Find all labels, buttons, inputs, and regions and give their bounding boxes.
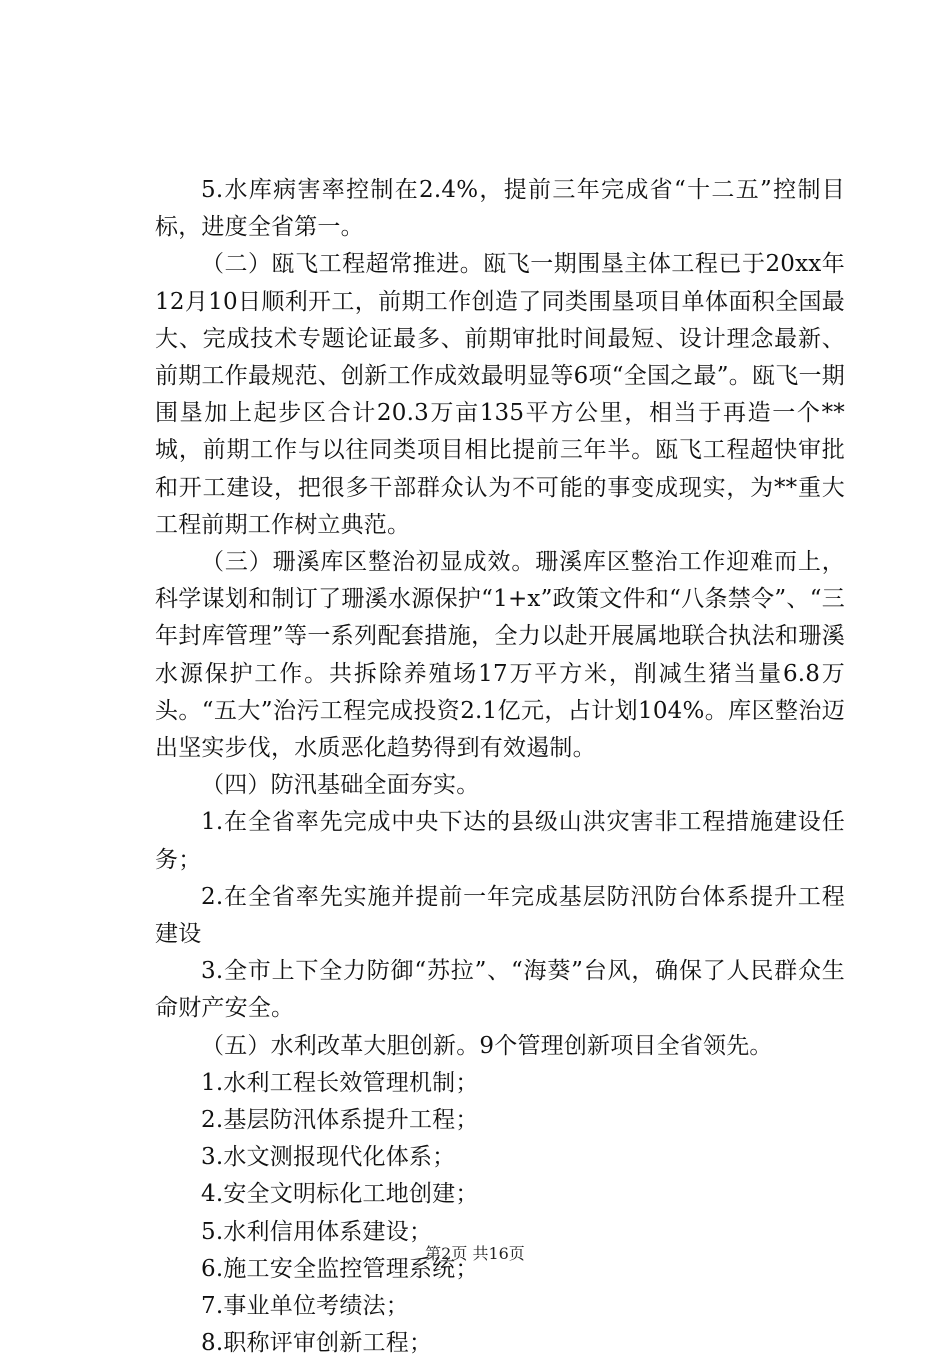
paragraph: （三）珊溪库区整治初显成效。珊溪库区整治工作迎难而上，科学谋划和制订了珊溪水源保护“1+x”政策文件和“八条禁令”、“三年封库管理”等一系列配套措施，全力以赴开展属地联合执法和珊溪水源保护工作。共拆除养殖场17万平方米，削减生猪当量6.8万头。“五大”治污工程完成投资2.1亿元，占计划104%。库区整治迈出坚实步伐，水质恶化趋势得到有效遏制。	[155, 549, 845, 762]
paragraph: （五）水利改革大胆创新。9个管理创新项目全省领先。	[201, 1032, 773, 1059]
list-item: 1.水利工程长效管理机制；	[201, 1069, 479, 1096]
paragraph: 3.全市上下全力防御“苏拉”、“海葵”台风，确保了人民群众生命财产安全。	[155, 958, 845, 1022]
list-item: 3.水文测报现代化体系；	[201, 1144, 456, 1171]
list-item: 7.事业单位考绩法；	[201, 1293, 409, 1320]
paragraph: （四）防汛基础全面夯实。	[201, 772, 480, 799]
list-item: 5.水利信用体系建设；	[201, 1218, 433, 1245]
paragraph: （二）瓯飞工程超常推进。瓯飞一期围垦主体工程已于20xx年12月10日顺利开工，前期工作创造了同类围垦项目单体面积全国最大、完成技术专题论证最多、前期审批时间最短、设计理念最新、前期工作最规范、创新工作成效最明显等6项“全国之最”。瓯飞一期围垦加上起步区合计20.3万亩135平方公里，相当于再造一个**城，前期工作与以往同类项目相比提前三年半。瓯飞工程超快审批和开工建设，把很多干部群众认为不可能的事变成现实，为**重大工程前期工作树立典范。	[155, 251, 845, 538]
list-item: 2.基层防汛体系提升工程；	[201, 1107, 479, 1134]
list-item: 8.职称评审创新工程；	[201, 1330, 433, 1357]
list-item: 6.施工安全监控管理系统；	[201, 1255, 479, 1282]
paragraph: 2.在全省率先实施并提前一年完成基层防汛防台体系提升工程建设	[155, 883, 845, 948]
document-body	[155, 172, 845, 1363]
paragraph: 5.水库病害率控制在2.4%，提前三年完成省“十二五”控制目标，进度全省第一。	[155, 177, 845, 241]
paragraph: 1.在全省率先完成中央下达的县级山洪灾害非工程措施建设任务；	[155, 809, 845, 873]
page-number-footer: 第2页 共16页	[425, 1244, 525, 1263]
list-item: 4.安全文明标化工地创建；	[201, 1181, 479, 1208]
